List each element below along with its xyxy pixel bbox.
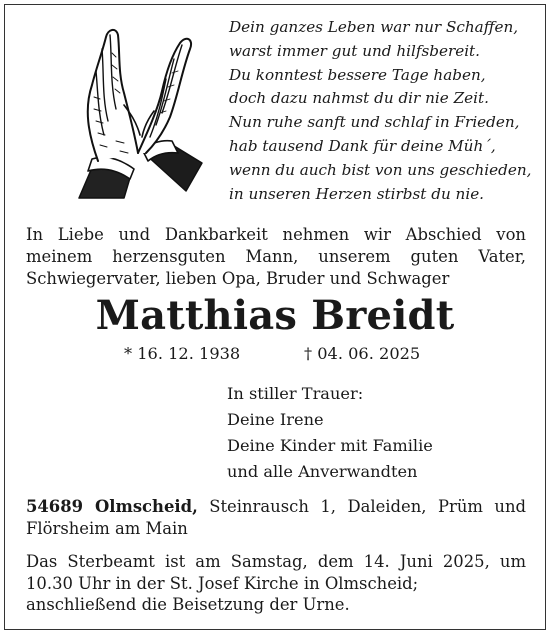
poem-line: hab tausend Dank für deine Müh´,: [229, 136, 496, 155]
address-place: 54689 Olmscheid,: [26, 497, 198, 516]
poem-line: Du konntest bessere Tage haben,: [229, 65, 486, 84]
mourners-line: und alle Anverwandten: [227, 462, 418, 481]
poem-line: Nun ruhe sanft und schlaf in Frieden,: [229, 113, 520, 132]
mourners-line: Deine Irene: [227, 410, 324, 429]
poem-line: warst immer gut und hilfsbereit.: [229, 41, 480, 60]
mourners-line: In stiller Trauer:: [227, 384, 364, 403]
poem-line: wenn du auch bist von uns geschieden,: [229, 160, 532, 179]
intro-line: Schwiegervater, lieben Opa, Bruder und Schwager: [26, 268, 450, 288]
deceased-name: Matthias Breidt: [95, 292, 455, 339]
poem-line: in unseren Herzen stirbst du nie.: [229, 184, 485, 203]
address-rest: Steinrausch 1, Daleiden, Prüm und: [197, 497, 526, 516]
intro-line: meinem herzensguten Mann, unserem guten Vater,: [26, 246, 526, 266]
service-line: anschließend die Beisetzung der Urne.: [26, 595, 350, 614]
service-line: Das Sterbeamt ist am Samstag, dem 14. Juni 2025, um: [26, 552, 526, 571]
service-line: 10.30 Uhr in der St. Josef Kirche in Olmscheid;: [26, 573, 419, 593]
birth-date: * 16. 12. 1938: [124, 344, 241, 363]
death-date: † 04. 06. 2025: [304, 344, 421, 363]
praying-hands-icon: [54, 13, 206, 201]
poem-line: doch dazu nahmst du dir nie Zeit.: [229, 89, 489, 108]
intro-line: In Liebe und Dankbarkeit nehmen wir Abschied von: [26, 225, 526, 244]
mourners-line: Deine Kinder mit Familie: [227, 436, 433, 455]
service-info: [26, 551, 526, 616]
poem: [229, 16, 539, 206]
address-block: [26, 496, 526, 539]
poem-line: Dein ganzes Leben war nur Schaffen,: [229, 18, 519, 36]
address-line: [26, 496, 526, 518]
address-line-2: Flörsheim am Main: [26, 518, 188, 538]
farewell-intro: [26, 224, 526, 289]
mourners-list: [227, 381, 433, 485]
